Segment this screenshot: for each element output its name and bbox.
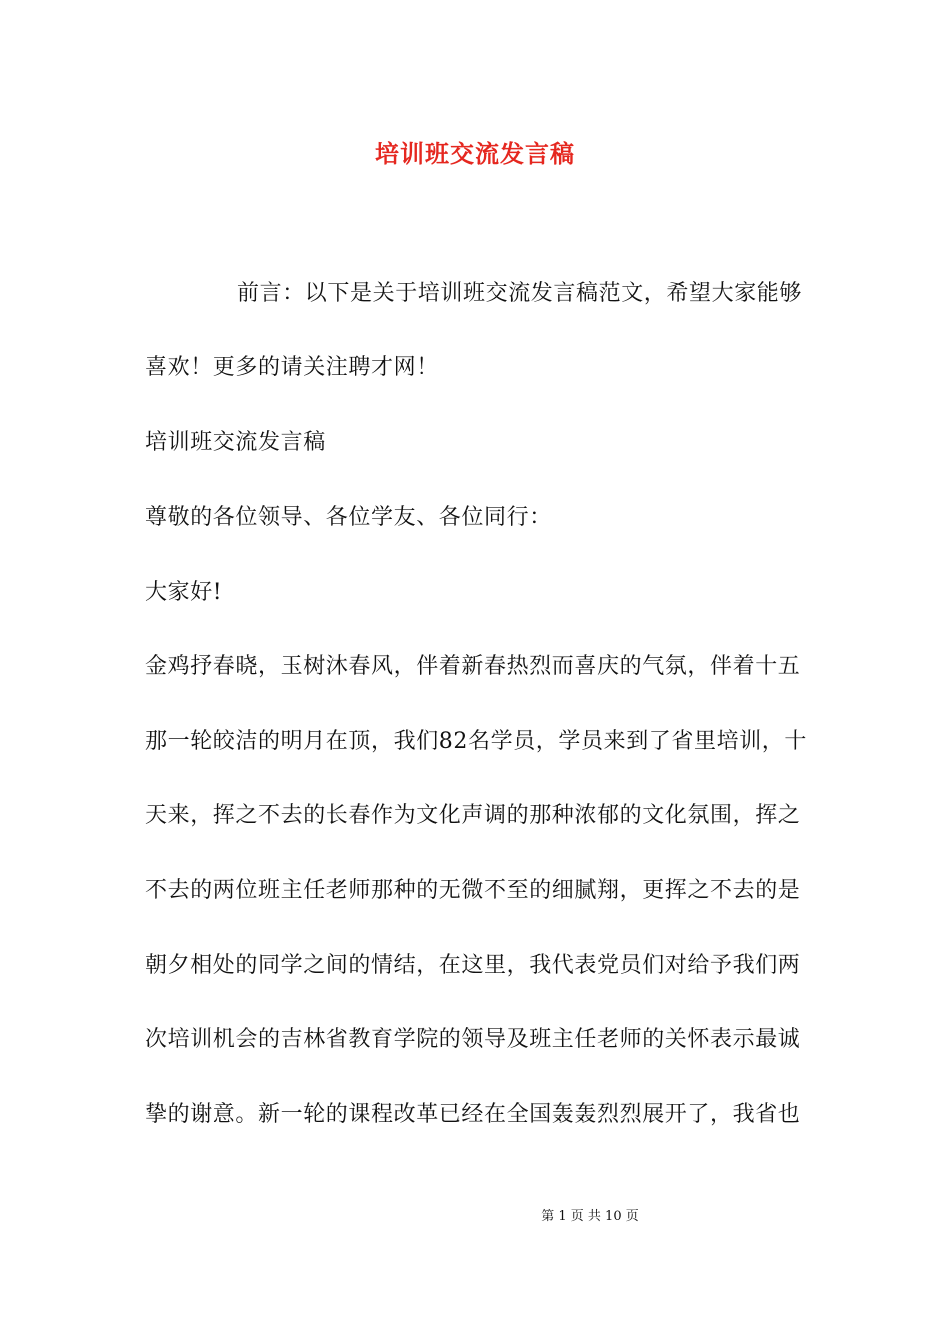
- page-number: 第 1 页 共 10 页: [541, 1209, 639, 1224]
- body-line: 金鸡抒春晓，玉树沐春风，伴着新春热烈而喜庆的气氛，伴着十五: [145, 654, 801, 679]
- body-line: 喜欢！更多的请关注聘才网！: [145, 355, 439, 380]
- body-line: 培训班交流发言稿: [145, 430, 326, 455]
- document-title: 培训班交流发言稿: [375, 139, 575, 168]
- body-line: 那一轮皎洁的明月在顶，我们82名学员，学员来到了省里培训，十: [145, 729, 807, 754]
- body-line: 尊敬的各位领导、各位学友、各位同行：: [145, 505, 552, 530]
- body-line: 前言：以下是关于培训班交流发言稿范文，希望大家能够: [237, 281, 803, 306]
- body-line: 不去的两位班主任老师那种的无微不至的细腻翔，更挥之不去的是: [145, 878, 801, 903]
- body-line: 挚的谢意。新一轮的课程改革已经在全国轰轰烈烈展开了，我省也: [145, 1102, 801, 1127]
- body-line: 大家好!: [145, 580, 223, 605]
- body-line: 朝夕相处的同学之间的情结，在这里，我代表党员们对给予我们两: [145, 953, 801, 978]
- body-line: 天来，挥之不去的长春作为文化声调的那种浓郁的文化氛围，挥之: [145, 803, 801, 828]
- body-line: 次培训机会的吉林省教育学院的领导及班主任老师的关怀表示最诚: [145, 1027, 801, 1052]
